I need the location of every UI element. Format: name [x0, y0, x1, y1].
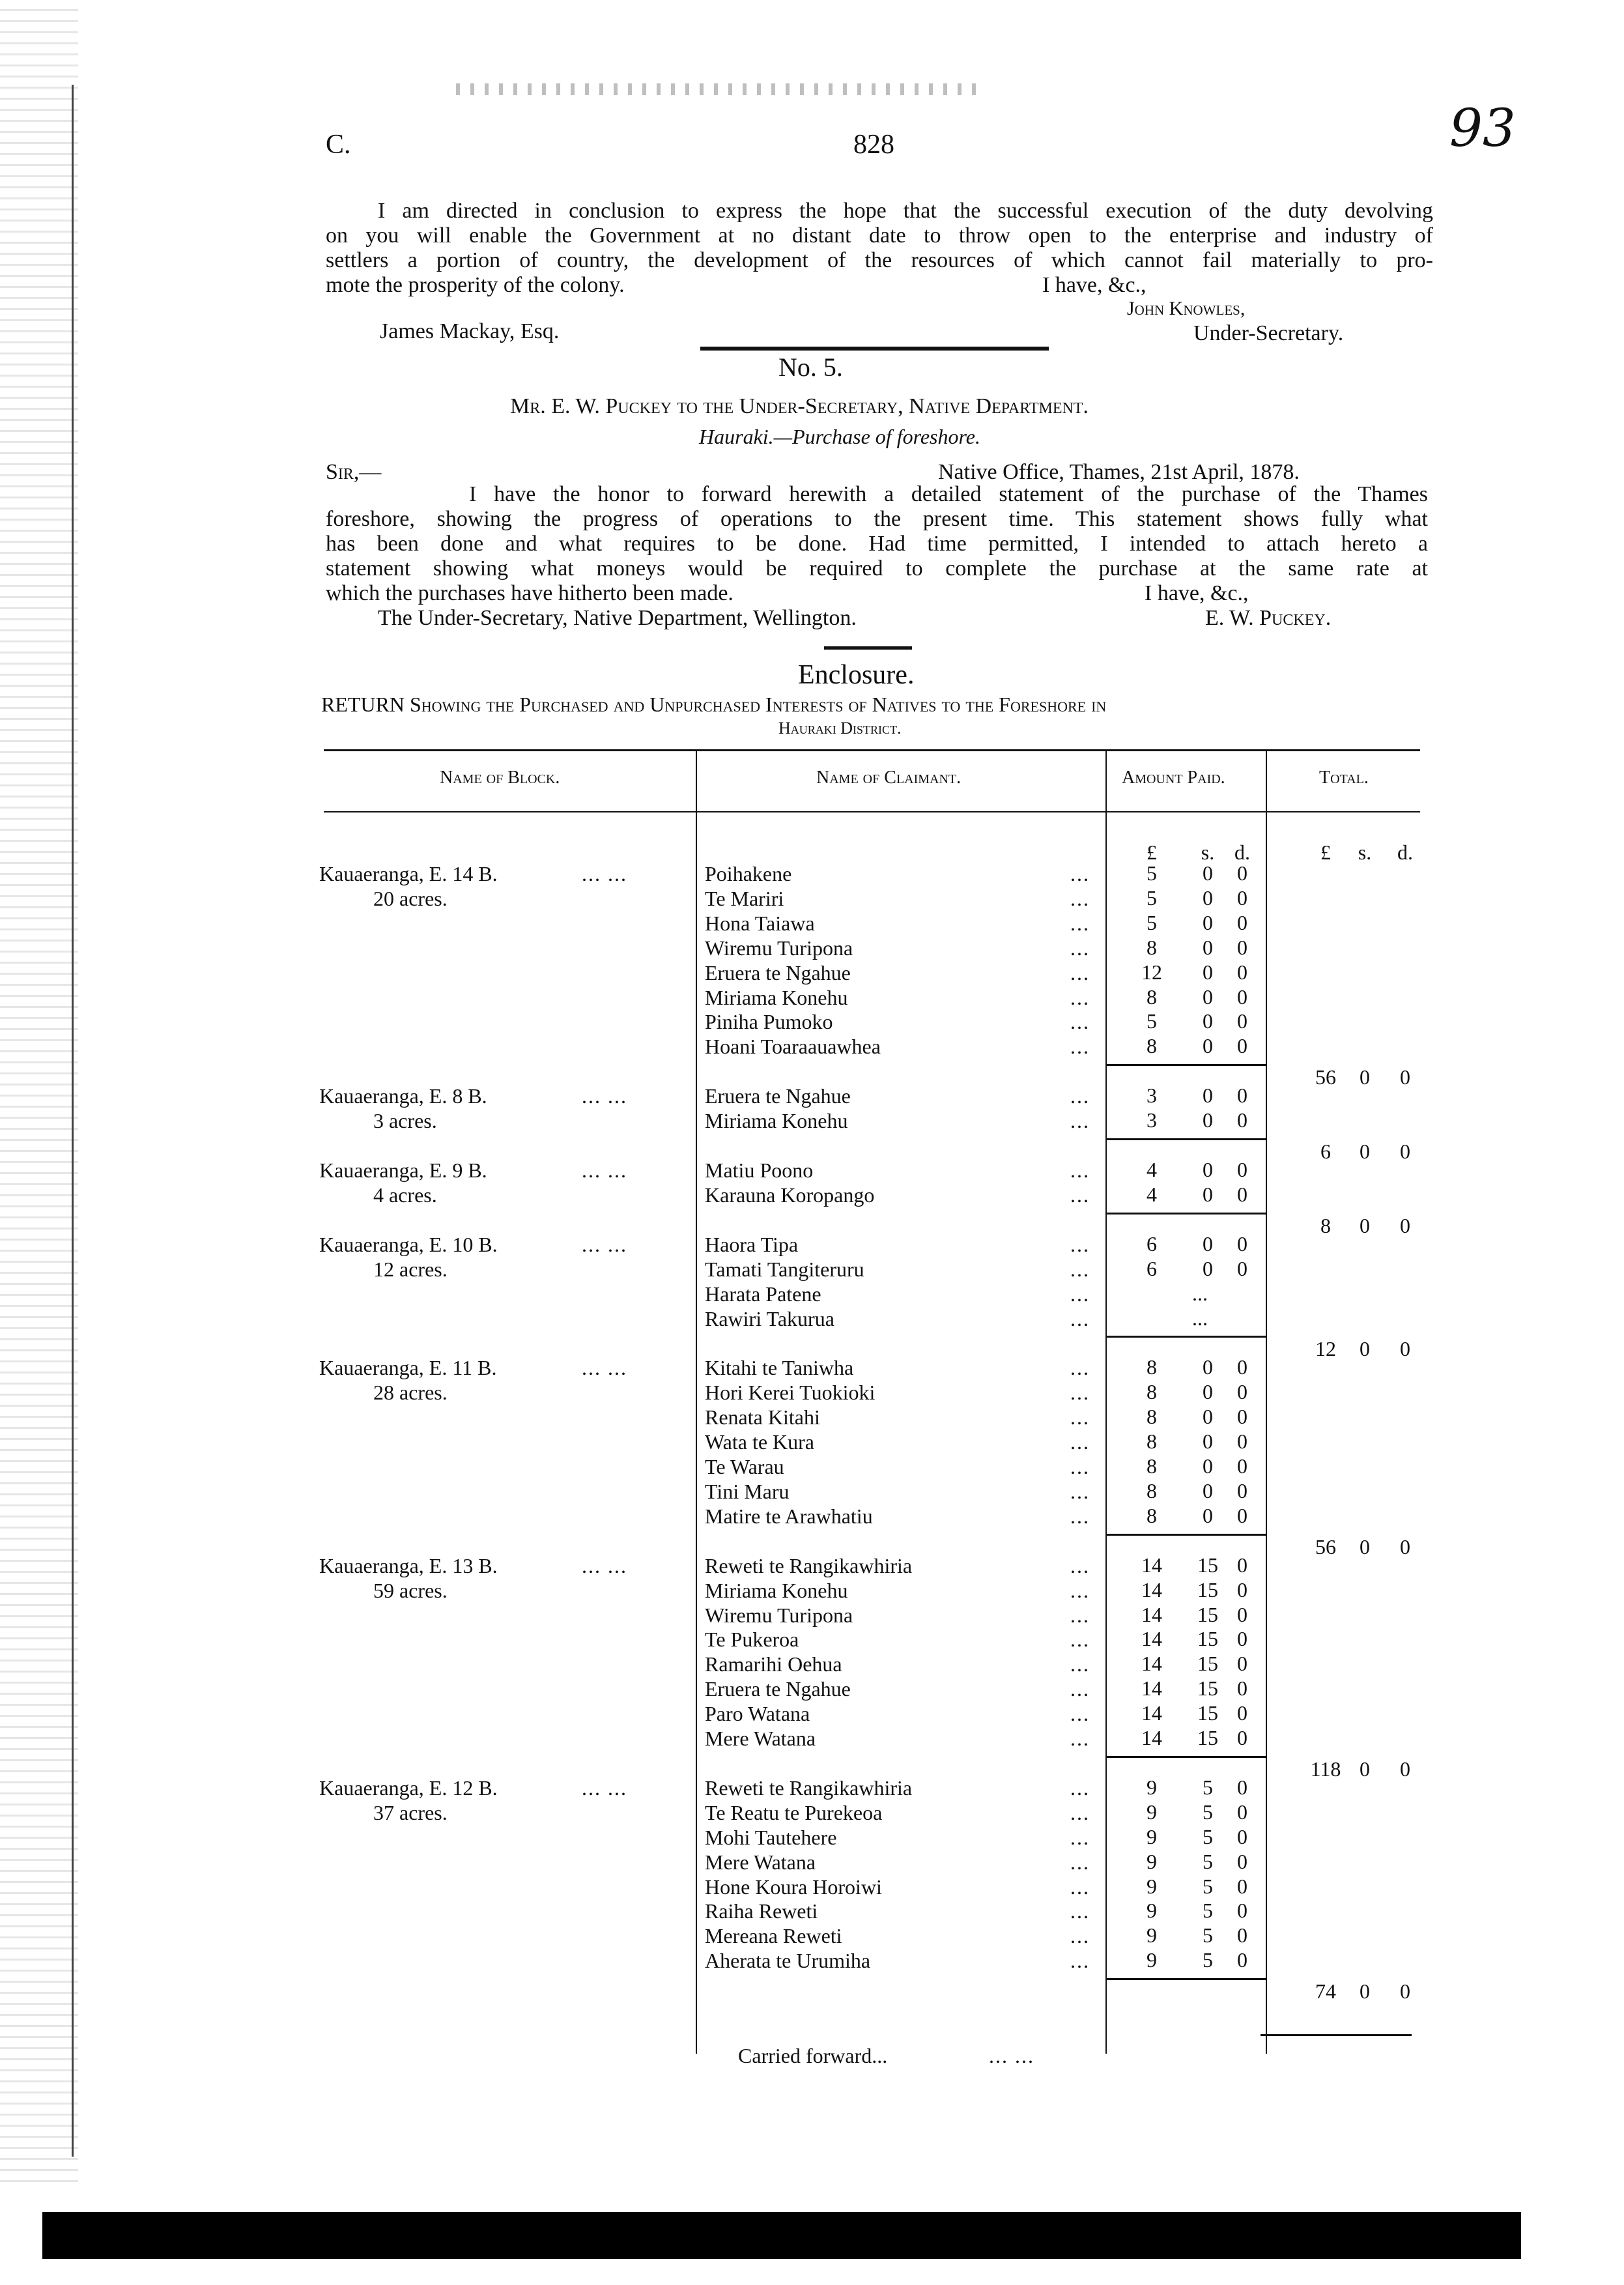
- subtotal-rule: [1107, 1756, 1266, 1758]
- claimant-name: Ramarihi Oehua: [705, 1652, 842, 1676]
- claimant-name: Matire te Arawhatiu: [705, 1504, 873, 1528]
- amount-pounds: 5: [1147, 861, 1157, 885]
- letter2-place-date: Native Office, Thames, 21st April, 1878.: [938, 460, 1300, 484]
- amount-shillings: 0: [1203, 1009, 1213, 1033]
- amount-pounds: 14: [1141, 1602, 1162, 1626]
- scan-edge-line: [72, 85, 74, 2157]
- claimant-leader-dots: ...: [1070, 1628, 1090, 1652]
- letter2-line: has been done and what requires to be done. Had time permitted, I intended to attach hereto a: [326, 532, 1428, 556]
- total-pounds-header: £: [1320, 841, 1331, 864]
- amount-pence: 0: [1237, 1553, 1247, 1577]
- amount-pounds: 9: [1147, 1800, 1157, 1824]
- amount-pounds: 9: [1147, 1824, 1157, 1848]
- amount-shillings: 5: [1203, 1849, 1213, 1873]
- amount-pounds: 9: [1147, 1874, 1157, 1898]
- total-shillings: 0: [1360, 1757, 1370, 1781]
- claimant-leader-dots: ...: [1070, 1109, 1090, 1133]
- claimant-name: Te Pukeroa: [705, 1628, 799, 1652]
- amount-shillings: 0: [1203, 1182, 1213, 1206]
- return-title-line2: Hauraki District.: [778, 719, 902, 738]
- amount-shillings: 0: [1203, 1231, 1213, 1256]
- amount-pounds: 8: [1147, 1380, 1157, 1404]
- amount-pounds: 14: [1141, 1652, 1162, 1676]
- claimant-name: Miriama Konehu: [705, 985, 848, 1009]
- handwritten-page-number: 93: [1449, 98, 1516, 158]
- claimant-leader-dots: ...: [1070, 1084, 1090, 1108]
- block-name: Kauaeranga, E. 10 B.: [319, 1232, 498, 1256]
- claimant-leader-dots: ...: [1070, 1282, 1090, 1306]
- amount-shillings: 5: [1203, 1800, 1213, 1824]
- claimant-leader-dots: ...: [1070, 1381, 1090, 1405]
- amount-pence: 0: [1237, 1256, 1247, 1280]
- claimant-name: Te Warau: [705, 1455, 784, 1478]
- claimant-leader-dots: ...: [1070, 985, 1090, 1009]
- block-acres: 20 acres.: [373, 886, 448, 910]
- claimant-name: Eruera te Ngahue: [705, 1084, 851, 1108]
- col-header-claimant: Name of Claimant.: [816, 768, 962, 788]
- claimant-leader-dots: ...: [1070, 1727, 1090, 1750]
- amount-pence: 0: [1237, 935, 1247, 959]
- amount-pence: 0: [1237, 1800, 1247, 1824]
- subtotal-rule: [1107, 1534, 1266, 1536]
- letter1-line: mote the prosperity of the colony.: [326, 273, 625, 297]
- total-shillings: 0: [1360, 1534, 1370, 1559]
- block-name: Kauaeranga, E. 8 B.: [319, 1084, 487, 1108]
- amount-pence: 0: [1237, 1405, 1247, 1429]
- total-shillings: 0: [1360, 1065, 1370, 1089]
- amount-pounds: 14: [1141, 1627, 1162, 1651]
- amount-shillings: 5: [1203, 1824, 1213, 1848]
- amount-pounds: 9: [1147, 1849, 1157, 1873]
- amount-shillings: 0: [1203, 1405, 1213, 1429]
- amount-pounds: 12: [1141, 960, 1162, 984]
- col-header-block: Name of Block.: [440, 768, 560, 788]
- claimant-leader-dots: ...: [1070, 1924, 1090, 1948]
- amount-shillings: 5: [1203, 1874, 1213, 1898]
- amount-pounds: 8: [1147, 1478, 1157, 1502]
- claimant-name: Wata te Kura: [705, 1430, 814, 1454]
- claimant-leader-dots: ...: [1070, 886, 1090, 910]
- claimant-leader-dots: ...: [1070, 1504, 1090, 1528]
- amount-pence: 0: [1237, 1108, 1247, 1132]
- total-pence: 0: [1400, 1979, 1410, 2004]
- amount-pence: 0: [1237, 1009, 1247, 1033]
- amount-shillings: 0: [1203, 861, 1213, 885]
- amount-shillings: 15: [1197, 1553, 1218, 1577]
- total-pounds: 8: [1320, 1213, 1331, 1237]
- amount-pence: 0: [1237, 1849, 1247, 1873]
- claimant-name: Tamati Tangiteruru: [705, 1257, 864, 1281]
- letter2-signer: E. W. Puckey.: [1205, 606, 1332, 630]
- block-acres: 28 acres.: [373, 1381, 448, 1405]
- claimant-name: Haora Tipa: [705, 1232, 799, 1256]
- amount-pence: 0: [1237, 1899, 1247, 1923]
- amount-shillings: 0: [1203, 1158, 1213, 1181]
- amount-shillings-header: s.: [1201, 841, 1215, 864]
- claimant-leader-dots: ...: [1070, 936, 1090, 960]
- block-acres: 12 acres.: [373, 1257, 448, 1281]
- claimant-name: Renata Kitahi: [705, 1405, 820, 1430]
- block-acres: 3 acres.: [373, 1109, 437, 1133]
- claimant-name: Tini Maru: [705, 1479, 790, 1503]
- amount-pounds: 6: [1147, 1231, 1157, 1256]
- block-acres: 59 acres.: [373, 1578, 448, 1602]
- enclosure-title: Enclosure.: [798, 660, 915, 690]
- amount-shillings: 15: [1197, 1577, 1218, 1602]
- amount-pence: 0: [1237, 861, 1247, 885]
- amount-shillings: 5: [1203, 1899, 1213, 1923]
- claimant-leader-dots: ...: [1070, 1010, 1090, 1034]
- amount-pence: 0: [1237, 1874, 1247, 1898]
- return-title-line1: RETURN Showing the Purchased and Unpurchased Interests of Natives to the Foreshore in: [321, 693, 1107, 716]
- total-shillings: 0: [1360, 1140, 1370, 1163]
- col-divider: [696, 751, 697, 2054]
- total-pounds: 74: [1315, 1979, 1336, 2004]
- claimant-leader-dots: ...: [1070, 1677, 1090, 1701]
- col-header-total: Total.: [1319, 768, 1369, 788]
- claimant-name: Reweti te Rangikawhiria: [705, 1775, 913, 1800]
- claimant-name: Matiu Poono: [705, 1158, 814, 1182]
- amount-pence-header: d.: [1234, 841, 1250, 864]
- amount-pounds: 5: [1147, 910, 1157, 934]
- amount-shillings: 5: [1203, 1775, 1213, 1799]
- amount-shillings: 15: [1197, 1676, 1218, 1701]
- total-shillings: 0: [1360, 1337, 1370, 1361]
- claimant-leader-dots: ...: [1070, 1800, 1090, 1824]
- total-pence-header: d.: [1397, 841, 1413, 864]
- amount-pounds: 6: [1147, 1256, 1157, 1280]
- amount-pence: 0: [1237, 1158, 1247, 1181]
- letter-number: No. 5.: [778, 352, 843, 382]
- letter2-salutation: Sir,—: [326, 460, 382, 484]
- amount-pounds: 9: [1147, 1899, 1157, 1923]
- amount-pence: 0: [1237, 1355, 1247, 1379]
- amount-pence: 0: [1237, 1602, 1247, 1626]
- amount-shillings: 0: [1203, 885, 1213, 910]
- amount-pounds: 8: [1147, 984, 1157, 1009]
- col-divider: [1266, 751, 1267, 2054]
- table-top-rule: [324, 749, 1420, 751]
- claimant-leader-dots: ...: [1070, 1702, 1090, 1726]
- total-pounds: 118: [1310, 1757, 1341, 1781]
- letter2-line: which the purchases have hitherto been made.: [326, 581, 734, 605]
- claimant-name: Piniha Pumoko: [705, 1010, 833, 1034]
- claimant-name: Rawiri Takurua: [705, 1306, 834, 1330]
- total-pounds: 56: [1315, 1065, 1336, 1089]
- claimant-name: Mohi Tautehere: [705, 1825, 837, 1849]
- claimant-leader-dots: ...: [1070, 862, 1090, 885]
- amount-shillings: 0: [1203, 1380, 1213, 1404]
- letter1-signer-title: Under-Secretary.: [1193, 321, 1344, 345]
- subtotal-rule: [1107, 1138, 1266, 1140]
- block-name: Kauaeranga, E. 11 B.: [319, 1356, 497, 1380]
- claimant-name: Reweti te Rangikawhiria: [705, 1553, 913, 1577]
- letter2-line: foreshore, showing the progress of operations to the present time. This statement shows fully what: [326, 507, 1428, 531]
- claimant-name: Poihakene: [705, 862, 792, 885]
- amount-pence: 0: [1237, 1726, 1247, 1749]
- claimant-leader-dots: ...: [1070, 1455, 1090, 1478]
- amount-pence: 0: [1237, 984, 1247, 1009]
- claimant-leader-dots: ...: [1070, 1603, 1090, 1627]
- claimant-leader-dots: ...: [1070, 1232, 1090, 1256]
- scan-top-noise: [456, 83, 977, 95]
- amount-pence: 0: [1237, 1478, 1247, 1502]
- amount-shillings: 0: [1203, 1034, 1213, 1058]
- total-shillings: 0: [1360, 1213, 1370, 1237]
- claimant-name: Eruera te Ngahue: [705, 960, 851, 984]
- total-pence: 0: [1400, 1213, 1410, 1237]
- letter2-closing: I have, &c.,: [1145, 581, 1249, 605]
- amount-pence: 0: [1237, 1034, 1247, 1058]
- claimant-leader-dots: ...: [1070, 1035, 1090, 1059]
- claimant-leader-dots: ...: [1070, 1356, 1090, 1380]
- amount-pounds: ...: [1192, 1306, 1208, 1330]
- final-total-rule: [1261, 2034, 1412, 2036]
- claimant-leader-dots: ...: [1070, 1850, 1090, 1874]
- page-number: 828: [853, 130, 894, 160]
- letter1-line: on you will enable the Government at no distant date to throw open to the enterprise and industry of: [326, 223, 1433, 248]
- amount-pounds: 8: [1147, 1430, 1157, 1454]
- amount-pounds: 8: [1147, 1034, 1157, 1058]
- block-leader-dots: ... ...: [582, 1232, 627, 1256]
- amount-pounds: 9: [1147, 1923, 1157, 1947]
- amount-pence: 0: [1237, 960, 1247, 984]
- claimant-leader-dots: ...: [1070, 1949, 1090, 1973]
- amount-pounds: 14: [1141, 1577, 1162, 1602]
- amount-pence: 0: [1237, 1430, 1247, 1454]
- amount-pounds: 3: [1147, 1084, 1157, 1108]
- short-rule: [824, 646, 912, 650]
- amount-shillings: 15: [1197, 1627, 1218, 1651]
- amount-shillings: 0: [1203, 960, 1213, 984]
- amount-shillings: 0: [1203, 1430, 1213, 1454]
- letter1-signer: John Knowles,: [1127, 298, 1246, 319]
- amount-pounds: 5: [1147, 885, 1157, 910]
- claimant-leader-dots: ...: [1070, 1158, 1090, 1182]
- amount-pounds: 8: [1147, 1503, 1157, 1527]
- amount-shillings: 0: [1203, 1355, 1213, 1379]
- amount-shillings: 0: [1203, 910, 1213, 934]
- letter1-body: [326, 199, 1433, 298]
- amount-pounds: 14: [1141, 1701, 1162, 1725]
- claimant-leader-dots: ...: [1070, 1775, 1090, 1800]
- total-pounds: 12: [1315, 1337, 1336, 1361]
- claimant-name: Aherata te Urumiha: [705, 1949, 871, 1973]
- total-pence: 0: [1400, 1140, 1410, 1163]
- amount-pence: 0: [1237, 1503, 1247, 1527]
- col-divider: [1105, 751, 1107, 2054]
- letter2-addressee: The Under-Secretary, Native Department, Wellington.: [378, 606, 857, 630]
- amount-shillings: 0: [1203, 935, 1213, 959]
- block-leader-dots: ... ...: [582, 1158, 627, 1182]
- amount-pounds: 8: [1147, 935, 1157, 959]
- claimant-name: Hori Kerei Tuokioki: [705, 1381, 876, 1405]
- amount-shillings: 0: [1203, 1478, 1213, 1502]
- amount-pounds: 4: [1147, 1182, 1157, 1206]
- claimant-leader-dots: ...: [1070, 911, 1090, 935]
- letter1-line: settlers a portion of country, the development of the resources of which cannot fail materially to pro-: [326, 248, 1433, 272]
- amount-pence: 0: [1237, 1775, 1247, 1799]
- amount-pence: 0: [1237, 1676, 1247, 1701]
- letter1-line: I am directed in conclusion to express the hope that the successful execution of the duty devolving: [378, 199, 1433, 223]
- claimant-name: Mereana Reweti: [705, 1924, 842, 1948]
- claimant-leader-dots: ...: [1070, 1825, 1090, 1849]
- claimant-leader-dots: ...: [1070, 1257, 1090, 1281]
- claimant-name: Hona Taiawa: [705, 911, 815, 935]
- amount-shillings: 15: [1197, 1726, 1218, 1749]
- claimant-name: Te Mariri: [705, 886, 784, 910]
- block-name: Kauaeranga, E. 9 B.: [319, 1158, 487, 1182]
- claimant-name: Miriama Konehu: [705, 1578, 848, 1602]
- total-pence: 0: [1400, 1534, 1410, 1559]
- claimant-name: Wiremu Turipona: [705, 1603, 853, 1627]
- claimant-name: Miriama Konehu: [705, 1109, 848, 1133]
- amount-shillings: 15: [1197, 1602, 1218, 1626]
- total-pounds: 6: [1320, 1140, 1331, 1163]
- block-acres: 37 acres.: [373, 1800, 448, 1824]
- total-pence: 0: [1400, 1757, 1410, 1781]
- block-leader-dots: ... ...: [582, 862, 627, 885]
- amount-pence: 0: [1237, 1380, 1247, 1404]
- claimant-name: Mere Watana: [705, 1850, 816, 1874]
- amount-pence: 0: [1237, 1948, 1247, 1972]
- amount-shillings: 15: [1197, 1652, 1218, 1676]
- claimant-leader-dots: ...: [1070, 1183, 1090, 1207]
- subtotal-rule: [1107, 1978, 1266, 1980]
- amount-shillings: 5: [1203, 1923, 1213, 1947]
- amount-pounds: 8: [1147, 1454, 1157, 1478]
- scan-edge-noise: [0, 0, 78, 2183]
- claimant-leader-dots: ...: [1070, 1652, 1090, 1676]
- amount-pounds: 14: [1141, 1726, 1162, 1749]
- claimant-leader-dots: ...: [1070, 1553, 1090, 1577]
- claimant-leader-dots: ...: [1070, 1578, 1090, 1602]
- total-pence: 0: [1400, 1065, 1410, 1089]
- amount-pence: 0: [1237, 1923, 1247, 1947]
- letter2-body: [326, 482, 1428, 606]
- amount-pence: 0: [1237, 885, 1247, 910]
- block-leader-dots: ... ...: [582, 1084, 627, 1108]
- carried-forward-dots: ... ...: [989, 2044, 1034, 2068]
- amount-pounds: 3: [1147, 1108, 1157, 1132]
- total-pounds: 56: [1315, 1534, 1336, 1559]
- separator-rule: [700, 347, 1049, 351]
- block-name: Kauaeranga, E. 12 B.: [319, 1775, 498, 1800]
- amount-pence: 0: [1237, 1824, 1247, 1848]
- block-name: Kauaeranga, E. 13 B.: [319, 1553, 498, 1577]
- claimant-name: Wiremu Turipona: [705, 936, 853, 960]
- claimant-name: Raiha Reweti: [705, 1899, 818, 1923]
- amount-shillings: 0: [1203, 1503, 1213, 1527]
- amount-pence: 0: [1237, 1454, 1247, 1478]
- claimant-leader-dots: ...: [1070, 960, 1090, 984]
- claimant-leader-dots: ...: [1070, 1479, 1090, 1503]
- claimant-name: Harata Patene: [705, 1282, 821, 1306]
- claimant-name: Eruera te Ngahue: [705, 1677, 851, 1701]
- letter2-line: statement showing what moneys would be required to complete the purchase at the same rate at: [326, 556, 1428, 581]
- amount-pounds: ...: [1192, 1281, 1208, 1305]
- amount-shillings: 0: [1203, 1108, 1213, 1132]
- amount-pence: 0: [1237, 910, 1247, 934]
- claimant-leader-dots: ...: [1070, 1405, 1090, 1430]
- amount-shillings: 0: [1203, 1256, 1213, 1280]
- scan-bottom-bar: [42, 2212, 1521, 2259]
- amount-pounds: 4: [1147, 1158, 1157, 1181]
- col-header-amount: Amount Paid.: [1122, 768, 1225, 788]
- amount-pence: 0: [1237, 1701, 1247, 1725]
- claimant-leader-dots: ...: [1070, 1430, 1090, 1454]
- amount-shillings: 5: [1203, 1948, 1213, 1972]
- letter2-subject: Hauraki.—Purchase of foreshore.: [699, 425, 980, 448]
- claimant-name: Kitahi te Taniwha: [705, 1356, 854, 1380]
- subtotal-rule: [1107, 1213, 1266, 1214]
- table-header-rule: [324, 811, 1420, 812]
- total-pence: 0: [1400, 1337, 1410, 1361]
- amount-pence: 0: [1237, 1182, 1247, 1206]
- letter1-closing: I have, &c.,: [1042, 273, 1147, 297]
- claimant-name: Karauna Koropango: [705, 1183, 875, 1207]
- letter2-line: I have the honor to forward herewith a detailed statement of the purchase of the Thames: [469, 482, 1428, 506]
- carried-forward-label: Carried forward...: [738, 2044, 888, 2068]
- amount-pounds: 9: [1147, 1948, 1157, 1972]
- claimant-leader-dots: ...: [1070, 1899, 1090, 1923]
- amount-shillings: 0: [1203, 1454, 1213, 1478]
- series-letter: C.: [326, 130, 351, 160]
- block-leader-dots: ... ...: [582, 1553, 627, 1577]
- block-name: Kauaeranga, E. 14 B.: [319, 862, 498, 885]
- claimant-leader-dots: ...: [1070, 1875, 1090, 1899]
- letter2-heading: Mr. E. W. Puckey to the Under-Secretary, Native Department.: [510, 394, 1089, 418]
- amount-shillings: 0: [1203, 984, 1213, 1009]
- total-shillings-header: s.: [1358, 841, 1372, 864]
- amount-pounds: 8: [1147, 1355, 1157, 1379]
- block-leader-dots: ... ...: [582, 1775, 627, 1800]
- claimant-name: Paro Watana: [705, 1702, 810, 1726]
- total-shillings: 0: [1360, 1979, 1370, 2004]
- block-acres: 4 acres.: [373, 1183, 437, 1207]
- amount-pounds-header: £: [1147, 841, 1157, 864]
- subtotal-rule: [1107, 1064, 1266, 1066]
- claimant-name: Mere Watana: [705, 1727, 816, 1750]
- amount-pounds: 8: [1147, 1405, 1157, 1429]
- amount-shillings: 0: [1203, 1084, 1213, 1108]
- claimant-name: Te Reatu te Purekeoa: [705, 1800, 883, 1824]
- claimant-leader-dots: ...: [1070, 1306, 1090, 1330]
- amount-pence: 0: [1237, 1577, 1247, 1602]
- letter1-addressee: James Mackay, Esq.: [380, 319, 560, 343]
- claimant-name: Hone Koura Horoiwi: [705, 1875, 882, 1899]
- amount-pence: 0: [1237, 1231, 1247, 1256]
- amount-pence: 0: [1237, 1084, 1247, 1108]
- amount-pounds: 14: [1141, 1553, 1162, 1577]
- subtotal-rule: [1107, 1336, 1266, 1338]
- claimant-name: Hoani Toaraauawhea: [705, 1035, 881, 1059]
- block-leader-dots: ... ...: [582, 1356, 627, 1380]
- amount-pence: 0: [1237, 1627, 1247, 1651]
- amount-pounds: 5: [1147, 1009, 1157, 1033]
- amount-pence: 0: [1237, 1652, 1247, 1676]
- amount-pounds: 14: [1141, 1676, 1162, 1701]
- amount-shillings: 15: [1197, 1701, 1218, 1725]
- amount-pounds: 9: [1147, 1775, 1157, 1799]
